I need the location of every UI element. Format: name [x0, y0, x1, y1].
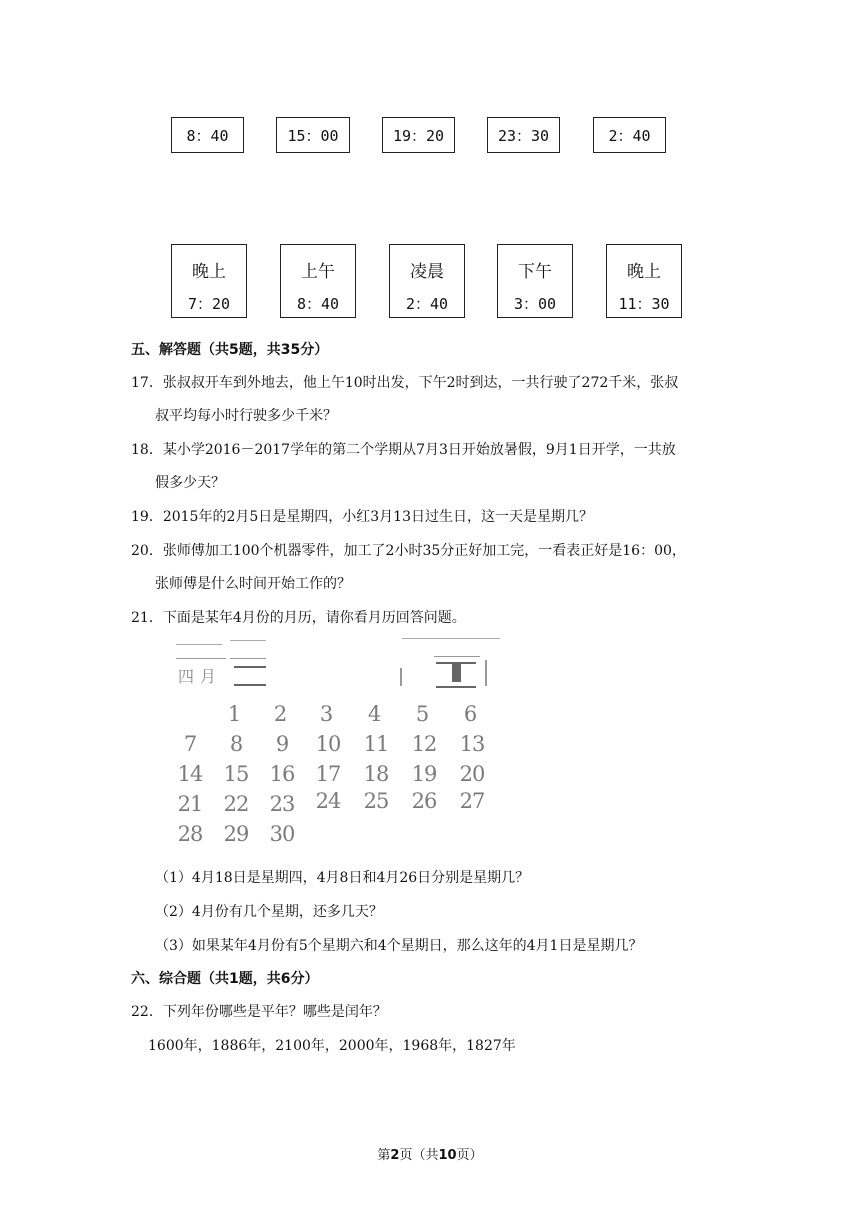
label-word: 上午 — [301, 262, 335, 282]
calendar-day: 7 — [183, 732, 197, 756]
label-time: 7：20 — [187, 295, 231, 313]
calendar-day: 29 — [223, 822, 249, 846]
calendar-day: 6 — [463, 702, 477, 726]
calendar-header-block — [452, 664, 461, 682]
label-word: 凌晨 — [410, 262, 444, 282]
question-17-line-2: 叔平均每小时行驶多少千米？ — [155, 408, 337, 424]
footer-page-number: 2 — [390, 1148, 400, 1163]
question-21-sub-2: （2）4月份有几个星期，还多几天？ — [155, 904, 383, 920]
label-box-2 — [280, 244, 356, 318]
question-21-sub-1: （1）4月18日是星期四，4月8日和4月26日分别是星期几？ — [155, 870, 530, 886]
calendar-day: 2 — [273, 702, 287, 726]
calendar-rule — [176, 644, 222, 645]
calendar-day: 9 — [275, 732, 289, 756]
label-time: 11：30 — [618, 295, 670, 313]
time-box-5: 2：40 — [593, 117, 666, 153]
april-calendar — [172, 636, 508, 850]
footer-mid: 页（共 — [399, 1148, 439, 1163]
label-box-3 — [389, 244, 465, 318]
calendar-day: 21 — [177, 792, 203, 816]
calendar-rule — [402, 638, 500, 639]
calendar-header-mark — [234, 666, 266, 686]
footer-total-pages: 10 — [438, 1148, 457, 1163]
calendar-day: 20 — [459, 762, 485, 786]
label-word: 晚上 — [627, 262, 661, 282]
question-19: 19．2015年的2月5日是星期四，小红3月13日过生日，这一天是星期几？ — [131, 509, 593, 525]
calendar-day: 28 — [177, 822, 203, 846]
calendar-day: 17 — [315, 762, 341, 786]
time-box-1: 8：40 — [171, 117, 244, 153]
calendar-header-left-2: 月 — [200, 667, 217, 686]
calendar-day: 3 — [319, 702, 333, 726]
label-box-1 — [171, 244, 247, 318]
calendar-tick — [400, 668, 402, 686]
calendar-day: 15 — [223, 762, 249, 786]
calendar-rule — [230, 658, 266, 659]
time-box-3: 19：20 — [382, 117, 455, 153]
calendar-day: 27 — [459, 789, 485, 813]
time-box-4: 23：30 — [487, 117, 560, 153]
question-22: 22．下列年份哪些是平年？哪些是闰年？ — [131, 1004, 387, 1020]
time-box-2: 15：00 — [276, 117, 350, 153]
question-21: 21．下面是某年4月份的月历，请你看月历回答问题。 — [131, 610, 466, 626]
footer-prefix: 第 — [377, 1148, 391, 1163]
label-box-4 — [497, 244, 573, 318]
calendar-day: 4 — [367, 702, 381, 726]
label-box-5 — [606, 244, 682, 318]
question-22-years: 1600年，1886年，2100年，2000年，1968年，1827年 — [148, 1038, 516, 1054]
calendar-day: 11 — [363, 732, 389, 756]
calendar-day: 14 — [177, 762, 203, 786]
question-18-line-1: 18．某小学2016－2017学年的第二个学期从7月3日开始放暑假，9月1日开学，一共放 — [131, 442, 676, 458]
label-word: 晚上 — [192, 262, 226, 282]
calendar-tick — [485, 660, 487, 686]
footer-suffix: 页） — [456, 1148, 483, 1163]
calendar-day: 13 — [459, 732, 485, 756]
calendar-rule — [434, 656, 480, 657]
calendar-day: 18 — [363, 762, 389, 786]
calendar-day: 25 — [363, 789, 389, 813]
calendar-rule — [230, 640, 266, 641]
calendar-day: 8 — [229, 732, 243, 756]
calendar-rule — [176, 658, 226, 659]
label-time: 3：00 — [513, 295, 557, 313]
question-18-line-2: 假多少天？ — [155, 475, 225, 491]
section-6-title: 六、综合题（共1题，共6分） — [131, 971, 319, 987]
calendar-day: 22 — [223, 792, 249, 816]
calendar-day: 23 — [269, 792, 295, 816]
calendar-day: 26 — [411, 789, 437, 813]
calendar-day: 10 — [315, 732, 341, 756]
calendar-day: 12 — [411, 732, 437, 756]
question-20-line-2: 张师傅是什么时间开始工作的？ — [155, 576, 351, 592]
calendar-day: 24 — [315, 789, 341, 813]
question-21-sub-3: （3）如果某年4月份有5个星期六和4个星期日，那么这年的4月1日是星期几？ — [155, 938, 643, 954]
calendar-day: 30 — [269, 822, 295, 846]
page-footer — [0, 1144, 860, 1163]
question-20-line-1: 20．张师傅加工100个机器零件，加工了2小时35分正好加工完，一看表正好是16：00， — [131, 543, 686, 559]
question-17-line-1: 17．张叔叔开车到外地去，他上午10时出发，下午2时到达，一共行驶了272千米，张叔 — [131, 375, 679, 391]
section-5-title: 五、解答题（共5题，共35分） — [131, 342, 329, 358]
label-word: 下午 — [518, 262, 552, 282]
calendar-day: 19 — [411, 762, 437, 786]
label-time: 2：40 — [405, 295, 449, 313]
label-time: 8：40 — [296, 295, 340, 313]
calendar-day: 5 — [415, 702, 429, 726]
calendar-day: 1 — [227, 702, 241, 726]
calendar-header-left: 四 — [178, 667, 195, 686]
calendar-day: 16 — [269, 762, 295, 786]
